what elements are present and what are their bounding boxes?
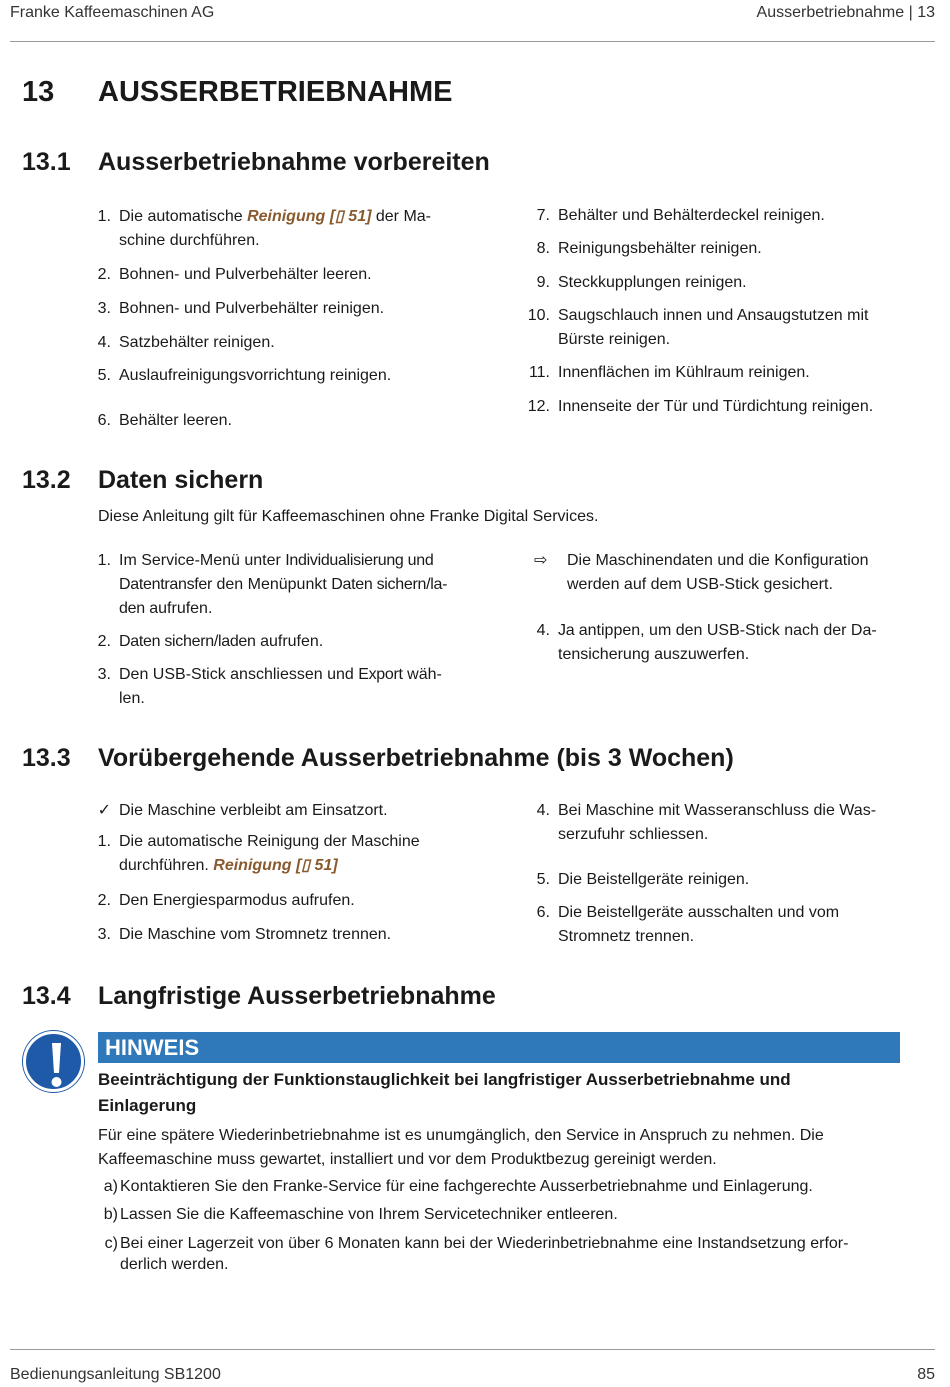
step-text-part: Bei einer Lagerzeit von über 6 Monaten kann bei der Wiederinbetriebnahme eine Instandsetzung erfor-	[120, 1235, 849, 1252]
notice-heading-line: Beeinträchtigung der Funktionstauglichkeit bei langfristiger Ausserbetriebnahme und	[98, 1070, 791, 1089]
step-number: 1.	[97, 208, 111, 225]
step-letter: b)	[103, 1206, 118, 1223]
step-number: 10.	[527, 307, 550, 324]
step-text: Behälter und Behälterdeckel reinigen.	[558, 207, 825, 224]
step-text: Innenseite der Tür und Türdichtung reinigen.	[558, 398, 874, 415]
step-text-part: der Ma-	[371, 208, 431, 225]
step-number: 1.	[97, 552, 111, 569]
section-number: 13.2	[22, 466, 71, 494]
step-text-part: Die automatische Reinigung der Maschine	[119, 833, 420, 850]
step-number: 2.	[97, 892, 111, 909]
ja-label: Ja	[558, 622, 575, 639]
result-text	[567, 549, 869, 597]
notice-text	[98, 1124, 898, 1172]
page-header	[10, 4, 935, 42]
step-number: 1.	[97, 833, 111, 850]
step-text-part: Bei Maschine mit Wasseranschluss die Was-	[558, 802, 877, 819]
step-text	[119, 830, 420, 878]
step-text	[119, 549, 447, 621]
step-number: 6.	[536, 904, 550, 921]
step-text-part: Die Beistellgeräte ausschalten und vom	[558, 904, 840, 921]
precondition-text: Die Maschine verbleibt am Einsatzort.	[119, 802, 388, 819]
page-footer	[10, 1349, 935, 1387]
header-chapter: Ausserbetriebnahme | 13	[756, 4, 935, 21]
section-number: 13.3	[22, 744, 71, 772]
section-intro: Diese Anleitung gilt für Kaffeemaschinen ohne Franke Digital Services.	[98, 508, 599, 525]
step-number: 12.	[527, 398, 550, 415]
menu-item-label: den	[119, 600, 145, 617]
step-text-part: wäh-	[402, 666, 442, 683]
step-number: 4.	[97, 334, 111, 351]
step-text-part: Den USB-Stick anschliessen und	[119, 666, 359, 683]
footer-manual-title: Bedienungsanleitung SB1200	[10, 1366, 221, 1383]
step-text-part: den Menüpunkt	[212, 576, 332, 593]
reinigung-link[interactable]: Reinigung [▯ 51]	[213, 857, 338, 874]
step-text	[558, 304, 868, 352]
step-text	[558, 799, 876, 847]
step-text-part: Im Service-Menü unter	[119, 552, 286, 569]
section-number: 13.4	[22, 982, 71, 1010]
section-heading: Daten sichern	[98, 466, 264, 494]
step-text: Kontaktieren Sie den Franke-Service für eine fachgerechte Ausserbetriebnahme und Einlagerung.	[120, 1178, 813, 1195]
step-text-part: schine durchführen.	[119, 232, 260, 249]
export-label: Export	[358, 666, 403, 683]
step-number: 2.	[97, 266, 111, 283]
step-text-part: Die Maschinendaten und die Konfiguration	[567, 552, 869, 569]
step-text	[558, 901, 839, 949]
step-text: Behälter leeren.	[119, 412, 232, 429]
step-number: 3.	[97, 666, 111, 683]
chapter-heading: AUSSERBETRIEBNAHME	[98, 76, 453, 108]
step-text-part: tensicherung auszuwerfen.	[558, 646, 750, 663]
step-number: 9.	[536, 274, 550, 291]
step-number: 3.	[97, 300, 111, 317]
section-heading: Vorübergehende Ausserbetriebnahme (bis 3 Wochen)	[98, 744, 734, 772]
section-heading: Ausserbetriebnahme vorbereiten	[98, 148, 490, 176]
step-text: Die Beistellgeräte reinigen.	[558, 871, 750, 888]
step-text-part: antippen, um den USB-Stick nach der Da-	[574, 622, 877, 639]
step-text: Die Maschine vom Stromnetz trennen.	[119, 926, 392, 943]
step-text-part: Die automatische	[119, 208, 248, 225]
step-text	[119, 205, 431, 253]
step-number: 7.	[536, 207, 550, 224]
step-number: 2.	[97, 633, 111, 650]
menu-item-label: Daten sichern/laden	[119, 633, 256, 650]
step-number: 4.	[536, 802, 550, 819]
result-arrow-icon: ⇨	[534, 552, 548, 569]
section-number: 13.1	[22, 148, 71, 176]
step-text: Lassen Sie die Kaffeemaschine von Ihrem Servicetechniker entleeren.	[120, 1206, 618, 1223]
step-text: Innenflächen im Kühlraum reinigen.	[558, 364, 810, 381]
step-text-part: durchführen.	[119, 857, 214, 874]
step-text: Bohnen- und Pulverbehälter leeren.	[119, 266, 372, 283]
step-text: Auslaufreinigungsvorrichtung reinigen.	[119, 367, 392, 384]
step-letter: a)	[103, 1178, 118, 1195]
step-text: Den Energiesparmodus aufrufen.	[119, 892, 355, 909]
exclamation-icon	[23, 1031, 84, 1092]
step-text-part: aufrufen.	[255, 633, 324, 650]
step-number: 11.	[528, 364, 550, 381]
step-text-part: serzufuhr schliessen.	[558, 826, 709, 843]
step-number: 5.	[536, 871, 550, 888]
step-text-part: werden auf dem USB-Stick gesichert.	[567, 576, 833, 593]
step-text: Bohnen- und Pulverbehälter reinigen.	[119, 300, 385, 317]
step-text-part: len.	[119, 690, 145, 707]
step-number: 4.	[536, 622, 550, 639]
step-text-part: Bürste reinigen.	[558, 331, 671, 348]
reinigung-link[interactable]: Reinigung [▯ 51]	[247, 208, 372, 225]
header-company: Franke Kaffeemaschinen AG	[10, 4, 215, 21]
notice-heading	[98, 1067, 888, 1119]
step-text: Steckkupplungen reinigen.	[558, 274, 747, 291]
menu-path-label: Individualisierung und	[285, 552, 434, 569]
menu-item-label: Daten sichern/la-	[331, 576, 448, 593]
page-number: 85	[917, 1366, 935, 1383]
step-number: 5.	[97, 367, 111, 384]
step-number: 6.	[97, 412, 111, 429]
step-number: 8.	[536, 240, 550, 257]
step-text-part: Saugschlauch innen und Ansaugstutzen mit	[558, 307, 869, 324]
notice-text-line: Kaffeemaschine muss gewartet, installiert und vor dem Produktbezug gereinigt werden.	[98, 1151, 717, 1168]
step-text-part: Stromnetz trennen.	[558, 928, 695, 945]
notice-label: HINWEIS	[98, 1032, 900, 1063]
step-text	[119, 663, 442, 711]
step-number: 3.	[97, 926, 111, 943]
section-heading: Langfristige Ausserbetriebnahme	[98, 982, 496, 1010]
checkmark-icon: ✓	[97, 802, 111, 819]
step-text: Reinigungsbehälter reinigen.	[558, 240, 762, 257]
notice-heading-line: Einlagerung	[98, 1096, 197, 1115]
step-text-part: aufrufen.	[144, 600, 213, 617]
step-text: Satzbehälter reinigen.	[119, 334, 275, 351]
step-text	[119, 630, 323, 654]
step-text	[558, 619, 877, 667]
menu-path-label: Datentransfer	[119, 576, 213, 593]
notice-text-line: Für eine spätere Wiederinbetriebnahme ist es unumgänglich, den Service in Anspruch zu nehmen. Die	[98, 1127, 824, 1144]
step-text	[120, 1233, 848, 1275]
chapter-number: 13	[22, 76, 55, 108]
step-text-part: derlich werden.	[120, 1256, 229, 1273]
step-letter: c)	[104, 1235, 118, 1252]
